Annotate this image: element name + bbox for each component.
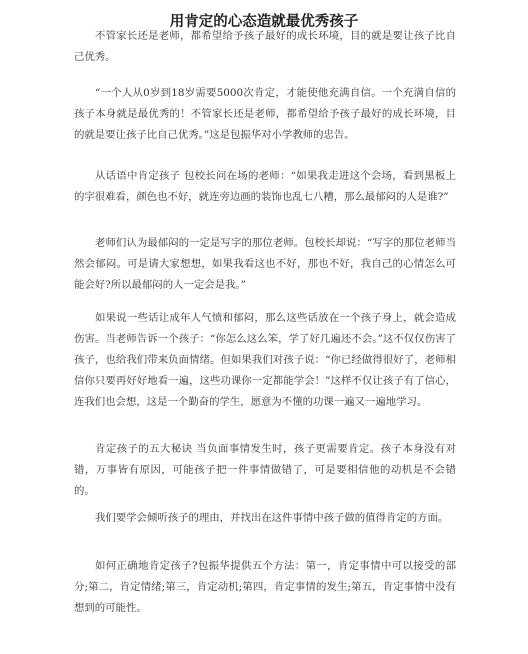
paragraph-7: 我们要学会倾听孩子的理由，并找出在这件事情中孩子做的值得肯定的方面。: [95, 512, 449, 524]
paragraph-8: 如何正确地肯定孩子?包振华提供五个方法：第一，肯定事情中可以接受的部分;第二，肯定情绪;第三，肯定动机;第四，肯定事情的发生;第五，肯定事情中没有想到的可能性。: [74, 560, 456, 614]
paragraph-3: 从话语中肯定孩子 包校长问在场的老师：“如果我走进这个会场，看到黑板上的字很难看，颜色也不好，就连旁边画的装饰也乱七八糟，那么最郁闷的人是谁?”: [74, 170, 456, 203]
paragraph-5: 如果说一些话让成年人气愤和郁闷，那么这些话放在一个孩子身上，就会造成伤害。当老师告诉一个孩子：“你怎么这么笨，学了好几遍还不会。”这不仅仅伤害了孩子，也给我们带来负面情绪。但如果我们对孩子说：“你已经做得很好了，老师相信你只要再好好地看一遍，这些功课你一定都能学会！”这样不仅让孩子有了信心，连我们也会想，这是一个勤奋的学生，愿意为不懂的功课一遍又一遍地学习。: [74, 312, 456, 408]
paragraph-6: 肯定孩子的五大秘诀 当负面事情发生时，孩子更需要肯定。孩子本身没有对错，万事皆有原因，可能孩子把一件事情做错了，可是要相信他的动机是不会错的。: [74, 443, 456, 497]
paragraph-2: “一个人从0岁到18岁需要5000次肯定，才能使他充满自信。一个充满自信的孩子本身就是最优秀的！不管家长还是老师，都希望给予孩子最好的成长环境，目的就是要让孩子比自己优秀。”这是包振华对小学教师的忠告。: [74, 87, 456, 141]
paragraph-4: 老师们认为最郁闷的一定是写字的那位老师。包校长却说：“写字的那位老师当然会郁闷。可是请大家想想，如果我看这也不好，那也不好，我自己的心情怎么可能会好?所以最郁闷的人一定会是我。”: [74, 237, 456, 291]
document-title: 用肯定的心态造就最优秀孩子: [169, 14, 359, 30]
paragraph-1: 不管家长还是老师，都希望给予孩子最好的成长环境，目的就是要让孩子比自己优秀。: [74, 30, 456, 63]
